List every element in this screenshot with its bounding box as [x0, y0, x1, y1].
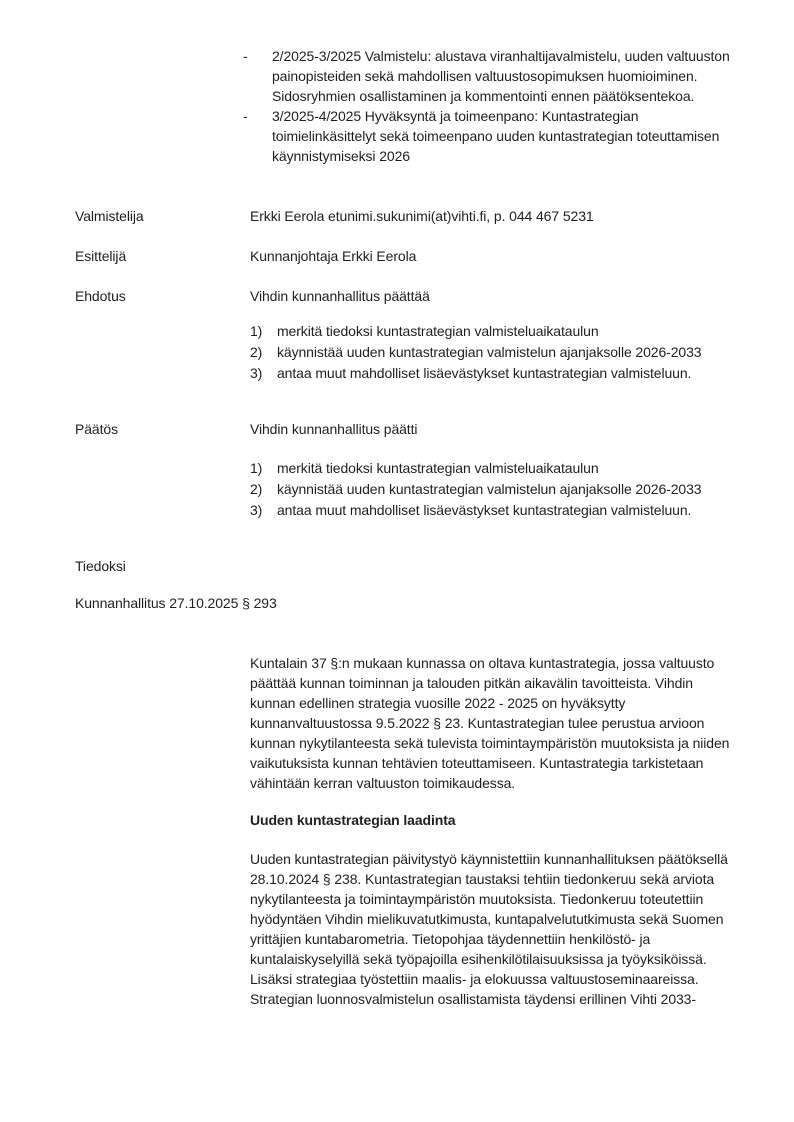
item-text: käynnistää uuden kuntastrategian valmistelun ajanjaksolle 2026-2033	[277, 481, 702, 497]
item-number: 2)	[250, 344, 263, 360]
tiedoksi-label: Tiedoksi	[75, 558, 126, 574]
field-label: Ehdotus	[75, 288, 126, 304]
field-row-esittelija	[75, 246, 416, 266]
item-number: 1)	[250, 323, 263, 339]
ehdotus-numbered-list	[250, 321, 760, 384]
item-text: antaa muut mahdolliset lisäevästykset kuntastrategian valmisteluun.	[277, 365, 692, 381]
item-number: 2)	[250, 481, 263, 497]
section-heading-laadinta: Uuden kuntastrategian laadinta	[250, 812, 456, 828]
item-number: 1)	[250, 460, 263, 476]
item-text: käynnistää uuden kuntastrategian valmistelun ajanjaksolle 2026-2033	[277, 344, 702, 360]
field-value: Erkki Eerola etunimi.sukunimi(at)vihti.fi, p. 044 467 5231	[250, 208, 594, 224]
field-label: Päätös	[75, 421, 118, 437]
field-label: Valmistelija	[75, 208, 144, 224]
dash-bullet-marker: -	[243, 108, 248, 124]
numbered-item	[250, 363, 760, 384]
field-row-ehdotus	[75, 286, 430, 306]
numbered-item	[250, 342, 760, 363]
item-text: merkitä tiedoksi kuntastrategian valmisteluaikataulun	[277, 323, 599, 339]
dash-bullet-marker: -	[243, 48, 248, 64]
numbered-item	[250, 500, 760, 521]
paatos-numbered-list	[250, 458, 760, 521]
bullet-text: 2/2025-3/2025 Valmistelu: alustava viranhaltijavalmistelu, uuden valtuuston painopisteiden sekä mahdollisen valtuustosopimuksen huomioiminen. Sidosryhmien osallistaminen ja kommentointi ennen päätöksentekoa.	[272, 48, 730, 104]
list-item	[243, 106, 735, 166]
numbered-item	[250, 321, 760, 342]
item-number: 3)	[250, 365, 263, 381]
item-number: 3)	[250, 502, 263, 518]
field-label: Esittelijä	[75, 248, 127, 264]
intro-bullet-list	[243, 46, 735, 166]
item-text: antaa muut mahdolliset lisäevästykset kuntastrategian valmisteluun.	[277, 502, 692, 518]
field-row-valmistelija	[75, 206, 594, 226]
field-value: Kunnanjohtaja Erkki Eerola	[250, 248, 417, 264]
body-text-block	[250, 653, 742, 1009]
item-text: merkitä tiedoksi kuntastrategian valmisteluaikataulun	[277, 460, 599, 476]
numbered-item	[250, 458, 760, 479]
paragraph-kuntalaki: Kuntalain 37 §:n mukaan kunnassa on oltava kuntastrategia, jossa valtuusto päättää kunnan toiminnan ja talouden pitkän aikavälin tavoitteista. Vihdin kunnan edellinen strategia vuosille 2022 - 2025 on hyväksytty kunnanvaltuustossa 9.5.2022 § 23. Kuntastrategian tulee perustua arvioon kunnan nykytilanteesta sekä tulevista toimintaympäristön muutoksista ja niiden vaikutuksista kunnan tehtävien toteuttamiseen. Kuntastrategia tarkistetaan vähintään kerran valtuuston toimikaudessa.	[250, 655, 730, 791]
numbered-item	[250, 479, 760, 500]
list-item	[243, 46, 735, 106]
bullet-text: 3/2025-4/2025 Hyväksyntä ja toimeenpano: Kuntastrategian toimielinkäsittelyt sekä toimeenpano uuden kuntastrategian toteuttamisen käynnistymiseksi 2026	[272, 108, 720, 164]
field-row-paatos	[75, 419, 417, 439]
kunnanhallitus-reference: Kunnanhallitus 27.10.2025 § 293	[75, 595, 277, 611]
paragraph-laadinta: Uuden kuntastrategian päivitystyö käynnistettiin kunnanhallituksen päätöksellä 28.10.2024 § 238. Kuntastrategian taustaksi tehtiin tiedonkeruu sekä arviota nykytilanteesta ja toimintaympäristön muutoksista. Tiedonkeruu toteutettiin hyödyntäen Vihdin mielikuvatutkimusta, kuntapalvelututkimusta sekä Suomen yrittäjien kuntabarometria. Tietopohjaa täydennettiin henkilöstö- ja kuntalaiskyselyillä sekä työpajoilla esihenkilötilaisuuksissa ja työyksiköissä. Lisäksi strategiaa työstettiin maalis- ja elokuussa valtuustoseminaareissa. Strategian luonnosvalmistelun osallistamista täydensi erillinen Vihti 2033-	[250, 851, 728, 1007]
field-value: Vihdin kunnanhallitus päättää	[250, 288, 430, 304]
field-value: Vihdin kunnanhallitus päätti	[250, 421, 418, 437]
